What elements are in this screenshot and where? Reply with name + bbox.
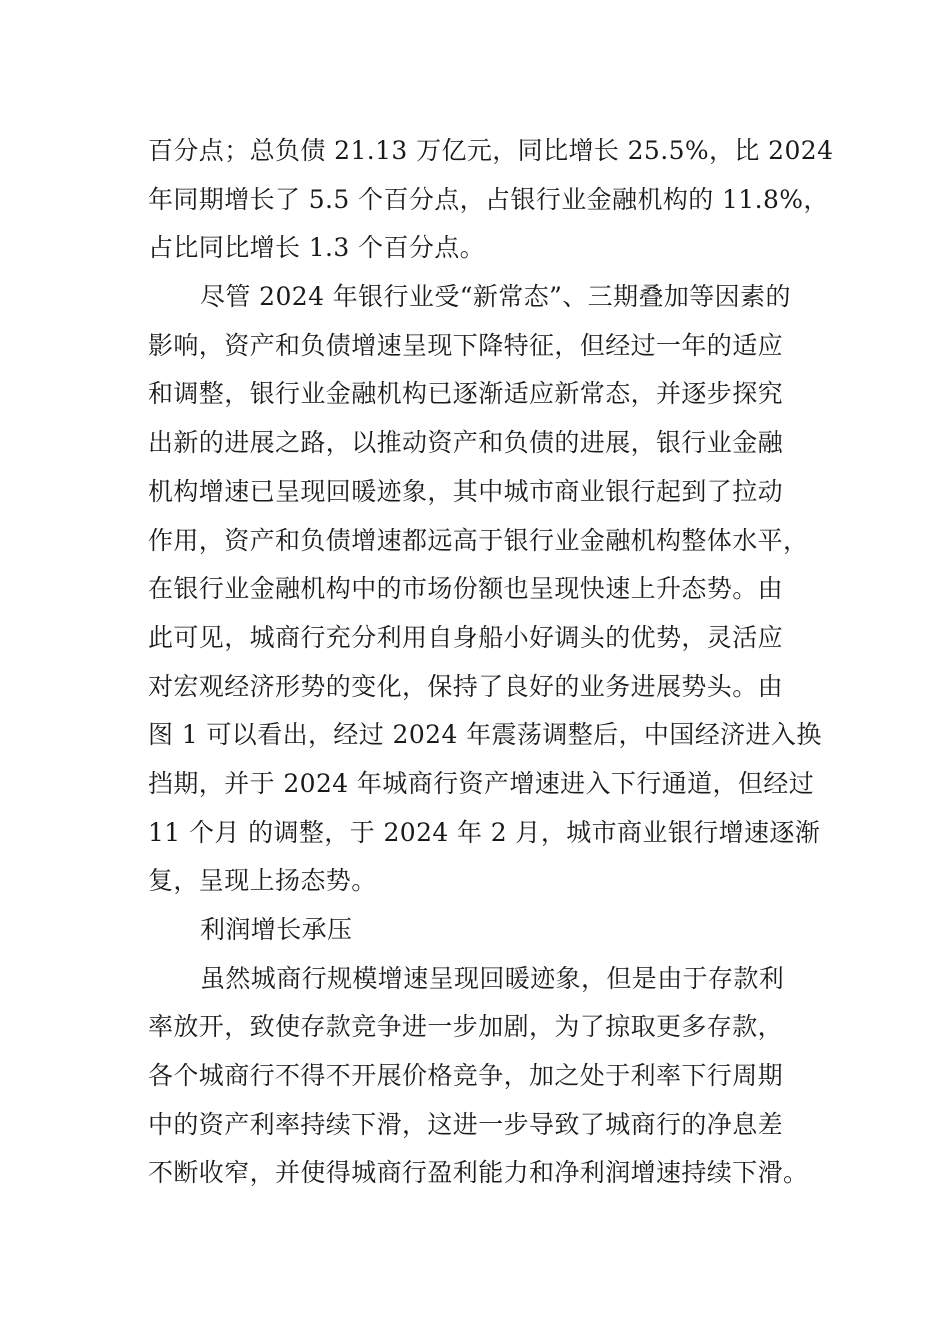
text-line: 挡期，并于 2024 年城商行资产增速进入下行通道，但经过 (148, 768, 815, 798)
text-line: 在银行业金融机构中的市场份额也呈现快速上升态势。由 (148, 574, 784, 604)
section-heading: 利润增长承压 (200, 915, 353, 944)
text-line: 各个城商行不得不开展价格竞争，加之处于利率下行周期 (148, 1061, 784, 1091)
text-line: 机构增速已呈现回暖迹象，其中城市商业银行起到了拉动 (148, 476, 784, 506)
text-line: 图 1 可以看出，经过 2024 年震荡调整后，中国经济进入换 (148, 720, 822, 750)
text-line: 11 个月 的调整，于 2024 年 2 月，城市商业银行增速逐渐 (148, 817, 821, 847)
text-line: 此可见，城商行充分利用自身船小好调头的优势，灵活应 (148, 622, 784, 652)
paragraph-start-line: 尽管 2024 年银行业受“新常态”、三期叠加等因素的 (200, 282, 791, 312)
text-line: 和调整，银行业金融机构已逐渐适应新常态，并逐步探究 (148, 379, 784, 409)
text-line: 出新的进展之路，以推动资产和负债的进展，银行业金融 (148, 428, 784, 458)
text-line: 影响，资产和负债增速呈现下降特征，但经过一年的适应 (148, 330, 784, 360)
text-line: 复，呈现上扬态势。 (148, 866, 377, 896)
text-line: 对宏观经济形势的变化，保持了良好的业务进展势头。由 (148, 671, 784, 701)
text-line: 中的资产利率持续下滑，这进一步导致了城商行的净息差 (148, 1109, 784, 1139)
document-body (148, 127, 834, 1198)
text-line: 作用，资产和负债增速都远高于银行业金融机构整体水平， (148, 525, 809, 555)
text-line: 占比同比增长 1.3 个百分点。 (148, 233, 486, 263)
text-line: 率放开，致使存款竞争进一步加剧，为了掠取更多存款， (148, 1012, 784, 1042)
text-line: 百分点；总负债 21.13 万亿元，同比增长 25.5%，比 2024 (148, 136, 834, 165)
paragraph-start-line: 虽然城商行规模增速呈现回暖迹象，但是由于存款利 (200, 963, 785, 993)
text-line: 年同期增长了 5.5 个百分点，占银行业金融机构的 11.8%， (148, 184, 829, 214)
text-line: 不断收窄，并使得城商行盈利能力和净利润增速持续下滑。 (148, 1158, 809, 1188)
